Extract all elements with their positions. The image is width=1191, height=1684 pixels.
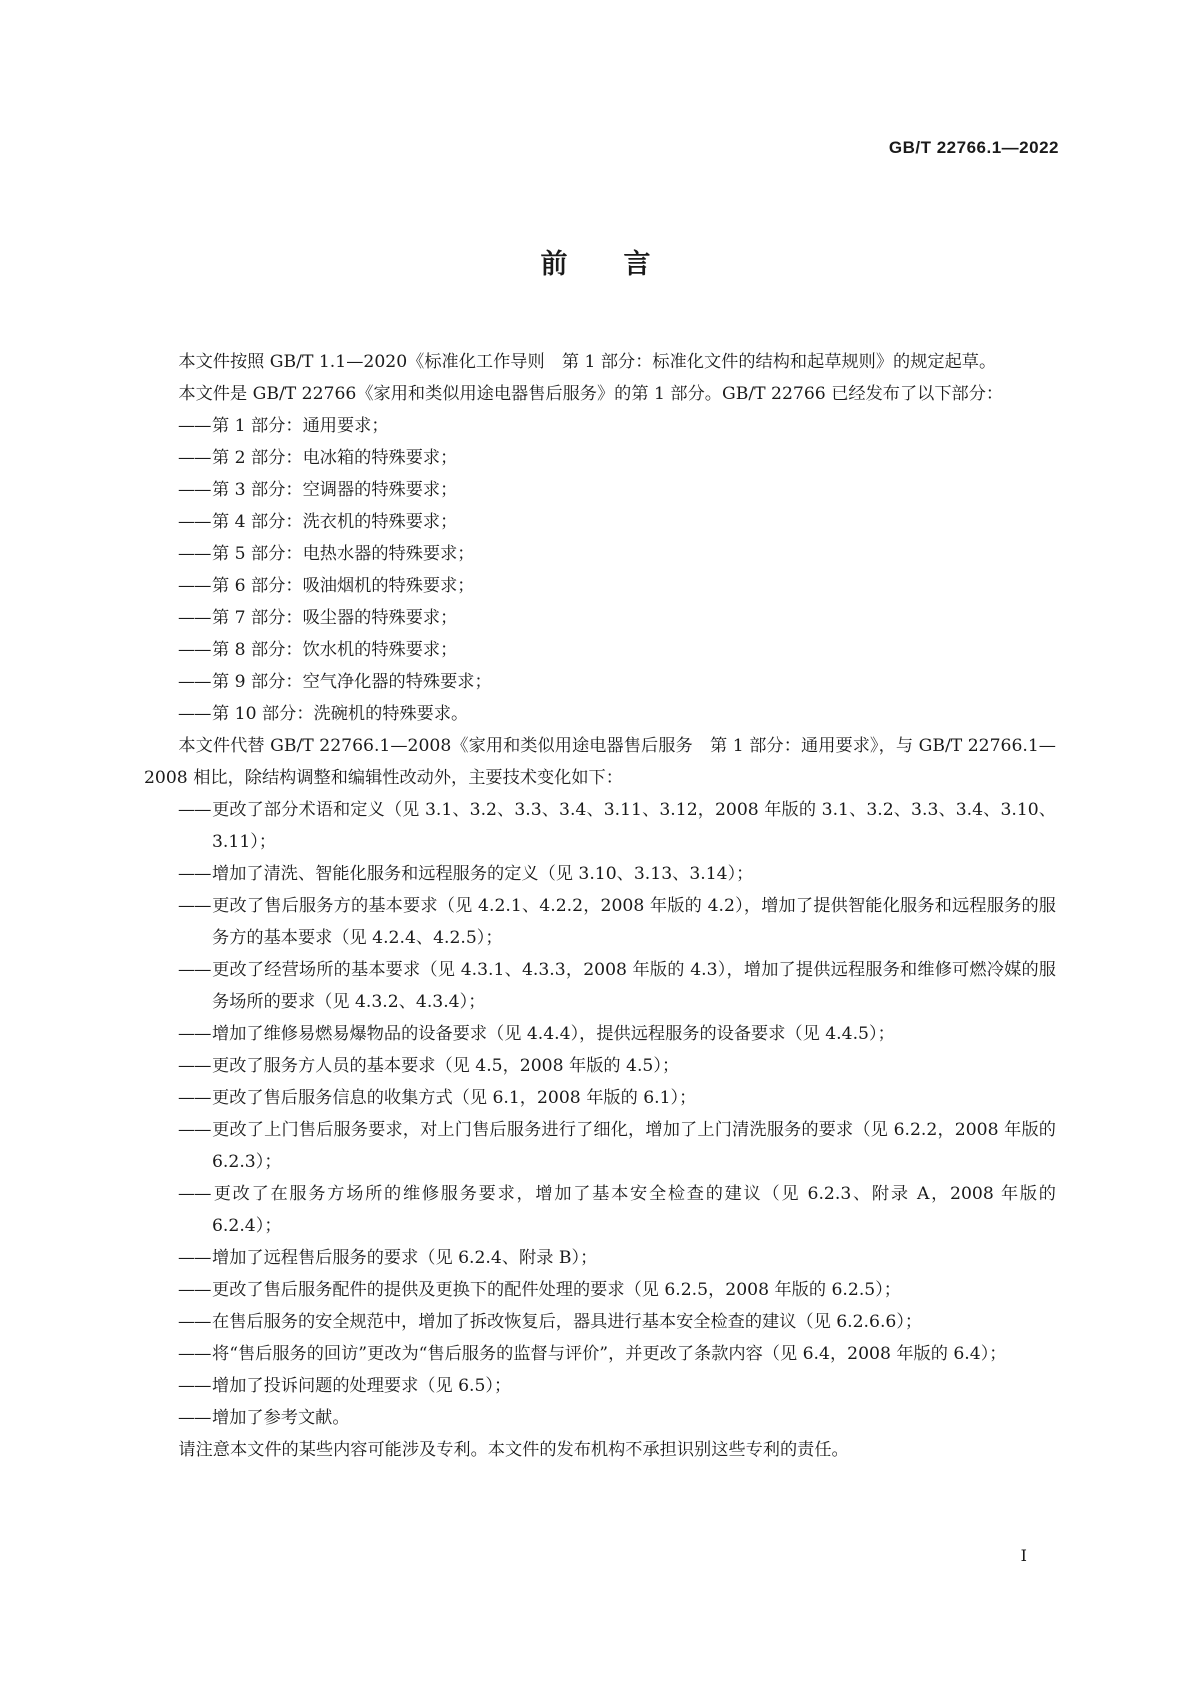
- replace-paragraph: 本文件代替 GB/T 22766.1—2008《家用和类似用途电器售后服务 第 1 部分：通用要求》，与 GB/T 22766.1—2008 相比，除结构调整和编辑性改动外，主要技术变化如下：: [144, 736, 1056, 788]
- list-item-text: 第 3 部分：空调器的特殊要求；: [212, 480, 458, 500]
- intro-paragraph-1: 本文件按照 GB/T 1.1—2020《标准化工作导则 第 1 部分：标准化文件的结构和起草规则》的规定起草。: [178, 352, 997, 372]
- dash-marker: ——: [178, 1280, 211, 1300]
- dash-marker: ——: [178, 1248, 211, 1268]
- list-item: [144, 1402, 1056, 1434]
- list-item-text: 第 2 部分：电冰箱的特殊要求；: [212, 448, 458, 468]
- list-item-text: 第 10 部分：洗碗机的特殊要求。: [212, 704, 469, 724]
- list-item: [144, 1082, 1056, 1114]
- list-item-text: 更改了上门售后服务要求，对上门售后服务进行了细化，增加了上门清洗服务的要求（见 6.2.2，2008 年版的 6.2.3）；: [212, 1120, 1056, 1172]
- dash-marker: ——: [178, 416, 211, 436]
- dash-marker: ——: [178, 1344, 211, 1364]
- dash-marker: ——: [178, 608, 211, 628]
- list-item-text: 更改了服务方人员的基本要求（见 4.5，2008 年版的 4.5）；: [212, 1056, 680, 1076]
- foreword-body: [144, 346, 1056, 1466]
- list-item-text: 第 9 部分：空气净化器的特殊要求；: [212, 672, 492, 692]
- dash-marker: ——: [178, 576, 211, 596]
- page-number: I: [1020, 1546, 1027, 1565]
- dash-marker: ——: [178, 864, 211, 884]
- dash-marker: ——: [178, 512, 211, 532]
- list-item-text: 增加了维修易燃易爆物品的设备要求（见 4.4.4），提供远程服务的设备要求（见 4.4.5）；: [212, 1024, 895, 1044]
- list-item-text: 更改了在服务方场所的维修服务要求，增加了基本安全检查的建议（见 6.2.3、附录 A，2008 年版的 6.2.4）；: [212, 1184, 1056, 1236]
- list-item: [144, 890, 1056, 954]
- list-item: [144, 1018, 1056, 1050]
- list-item-text: 第 6 部分：吸油烟机的特殊要求；: [212, 576, 475, 596]
- list-item: [144, 506, 1056, 538]
- list-item: [144, 1370, 1056, 1402]
- dash-marker: ——: [178, 800, 211, 820]
- document-code: GB/T 22766.1—2022: [888, 138, 1059, 157]
- list-item: [144, 1242, 1056, 1274]
- list-item: [144, 602, 1056, 634]
- list-item: [144, 1114, 1056, 1178]
- list-item: [144, 410, 1056, 442]
- list-item: [144, 442, 1056, 474]
- list-item: [144, 1338, 1056, 1370]
- dash-marker: ——: [178, 1312, 211, 1332]
- list-item-text: 更改了经营场所的基本要求（见 4.3.1、4.3.3，2008 年版的 4.3），增加了提供远程服务和维修可燃冷媒的服务场所的要求（见 4.3.2、4.3.4）；: [212, 960, 1056, 1012]
- list-item-text: 增加了清洗、智能化服务和远程服务的定义（见 3.10、3.13、3.14）；: [212, 864, 754, 884]
- patent-note: 请注意本文件的某些内容可能涉及专利。本文件的发布机构不承担识别这些专利的责任。: [178, 1440, 849, 1460]
- title-char-2: 言: [623, 249, 651, 280]
- list-item: [144, 858, 1056, 890]
- dash-marker: ——: [178, 672, 211, 692]
- dash-marker: ——: [178, 544, 211, 564]
- list-item: [144, 666, 1056, 698]
- list-item: [144, 538, 1056, 570]
- list-item: [144, 570, 1056, 602]
- list-item-text: 第 7 部分：吸尘器的特殊要求；: [212, 608, 458, 628]
- dash-marker: ——: [178, 1408, 211, 1428]
- changes-list: [144, 794, 1056, 1434]
- dash-marker: ——: [178, 960, 211, 980]
- list-item: [144, 954, 1056, 1018]
- dash-marker: ——: [178, 1184, 211, 1204]
- title-char-1: 前: [540, 249, 568, 280]
- list-item-text: 增加了投诉问题的处理要求（见 6.5）；: [212, 1376, 512, 1396]
- dash-marker: ——: [178, 480, 211, 500]
- list-item: [144, 1178, 1056, 1242]
- dash-marker: ——: [178, 1024, 211, 1044]
- list-item: [144, 1306, 1056, 1338]
- list-item: [144, 1050, 1056, 1082]
- dash-marker: ——: [178, 1376, 211, 1396]
- dash-marker: ——: [178, 896, 211, 916]
- list-item-text: 将“售后服务的回访”更改为“售后服务的监督与评价”，并更改了条款内容（见 6.4，2008 年版的 6.4）；: [212, 1344, 1007, 1364]
- list-item-text: 第 8 部分：饮水机的特殊要求；: [212, 640, 458, 660]
- list-item-text: 更改了部分术语和定义（见 3.1、3.2、3.3、3.4、3.11、3.12，2008 年版的 3.1、3.2、3.3、3.4、3.10、3.11）；: [212, 800, 1056, 852]
- list-item: [144, 698, 1056, 730]
- list-item-text: 更改了售后服务信息的收集方式（见 6.1，2008 年版的 6.1）；: [212, 1088, 697, 1108]
- list-item-text: 更改了售后服务配件的提供及更换下的配件处理的要求（见 6.2.5，2008 年版的 6.2.5）；: [212, 1280, 901, 1300]
- list-item: [144, 1274, 1056, 1306]
- dash-marker: ——: [178, 640, 211, 660]
- list-item-text: 增加了远程售后服务的要求（见 6.2.4、附录 B）；: [212, 1248, 598, 1268]
- parts-list: [144, 410, 1056, 730]
- list-item-text: 第 1 部分：通用要求；: [212, 416, 389, 436]
- list-item: [144, 794, 1056, 858]
- dash-marker: ——: [178, 1120, 211, 1140]
- dash-marker: ——: [178, 704, 211, 724]
- dash-marker: ——: [178, 448, 211, 468]
- list-item-text: 第 4 部分：洗衣机的特殊要求；: [212, 512, 458, 532]
- page-title: [0, 242, 1191, 281]
- list-item: [144, 634, 1056, 666]
- list-item: [144, 474, 1056, 506]
- intro-paragraph-2: 本文件是 GB/T 22766《家用和类似用途电器售后服务》的第 1 部分。GB/T 22766 已经发布了以下部分：: [178, 384, 1004, 404]
- list-item-text: 增加了参考文献。: [212, 1408, 350, 1428]
- list-item-text: 更改了售后服务方的基本要求（见 4.2.1、4.2.2，2008 年版的 4.2），增加了提供智能化服务和远程服务的服务方的基本要求（见 4.2.4、4.2.5）；: [212, 896, 1056, 948]
- list-item-text: 在售后服务的安全规范中，增加了拆改恢复后，器具进行基本安全检查的建议（见 6.2.6.6）；: [212, 1312, 923, 1332]
- dash-marker: ——: [178, 1088, 211, 1108]
- dash-marker: ——: [178, 1056, 211, 1076]
- list-item-text: 第 5 部分：电热水器的特殊要求；: [212, 544, 475, 564]
